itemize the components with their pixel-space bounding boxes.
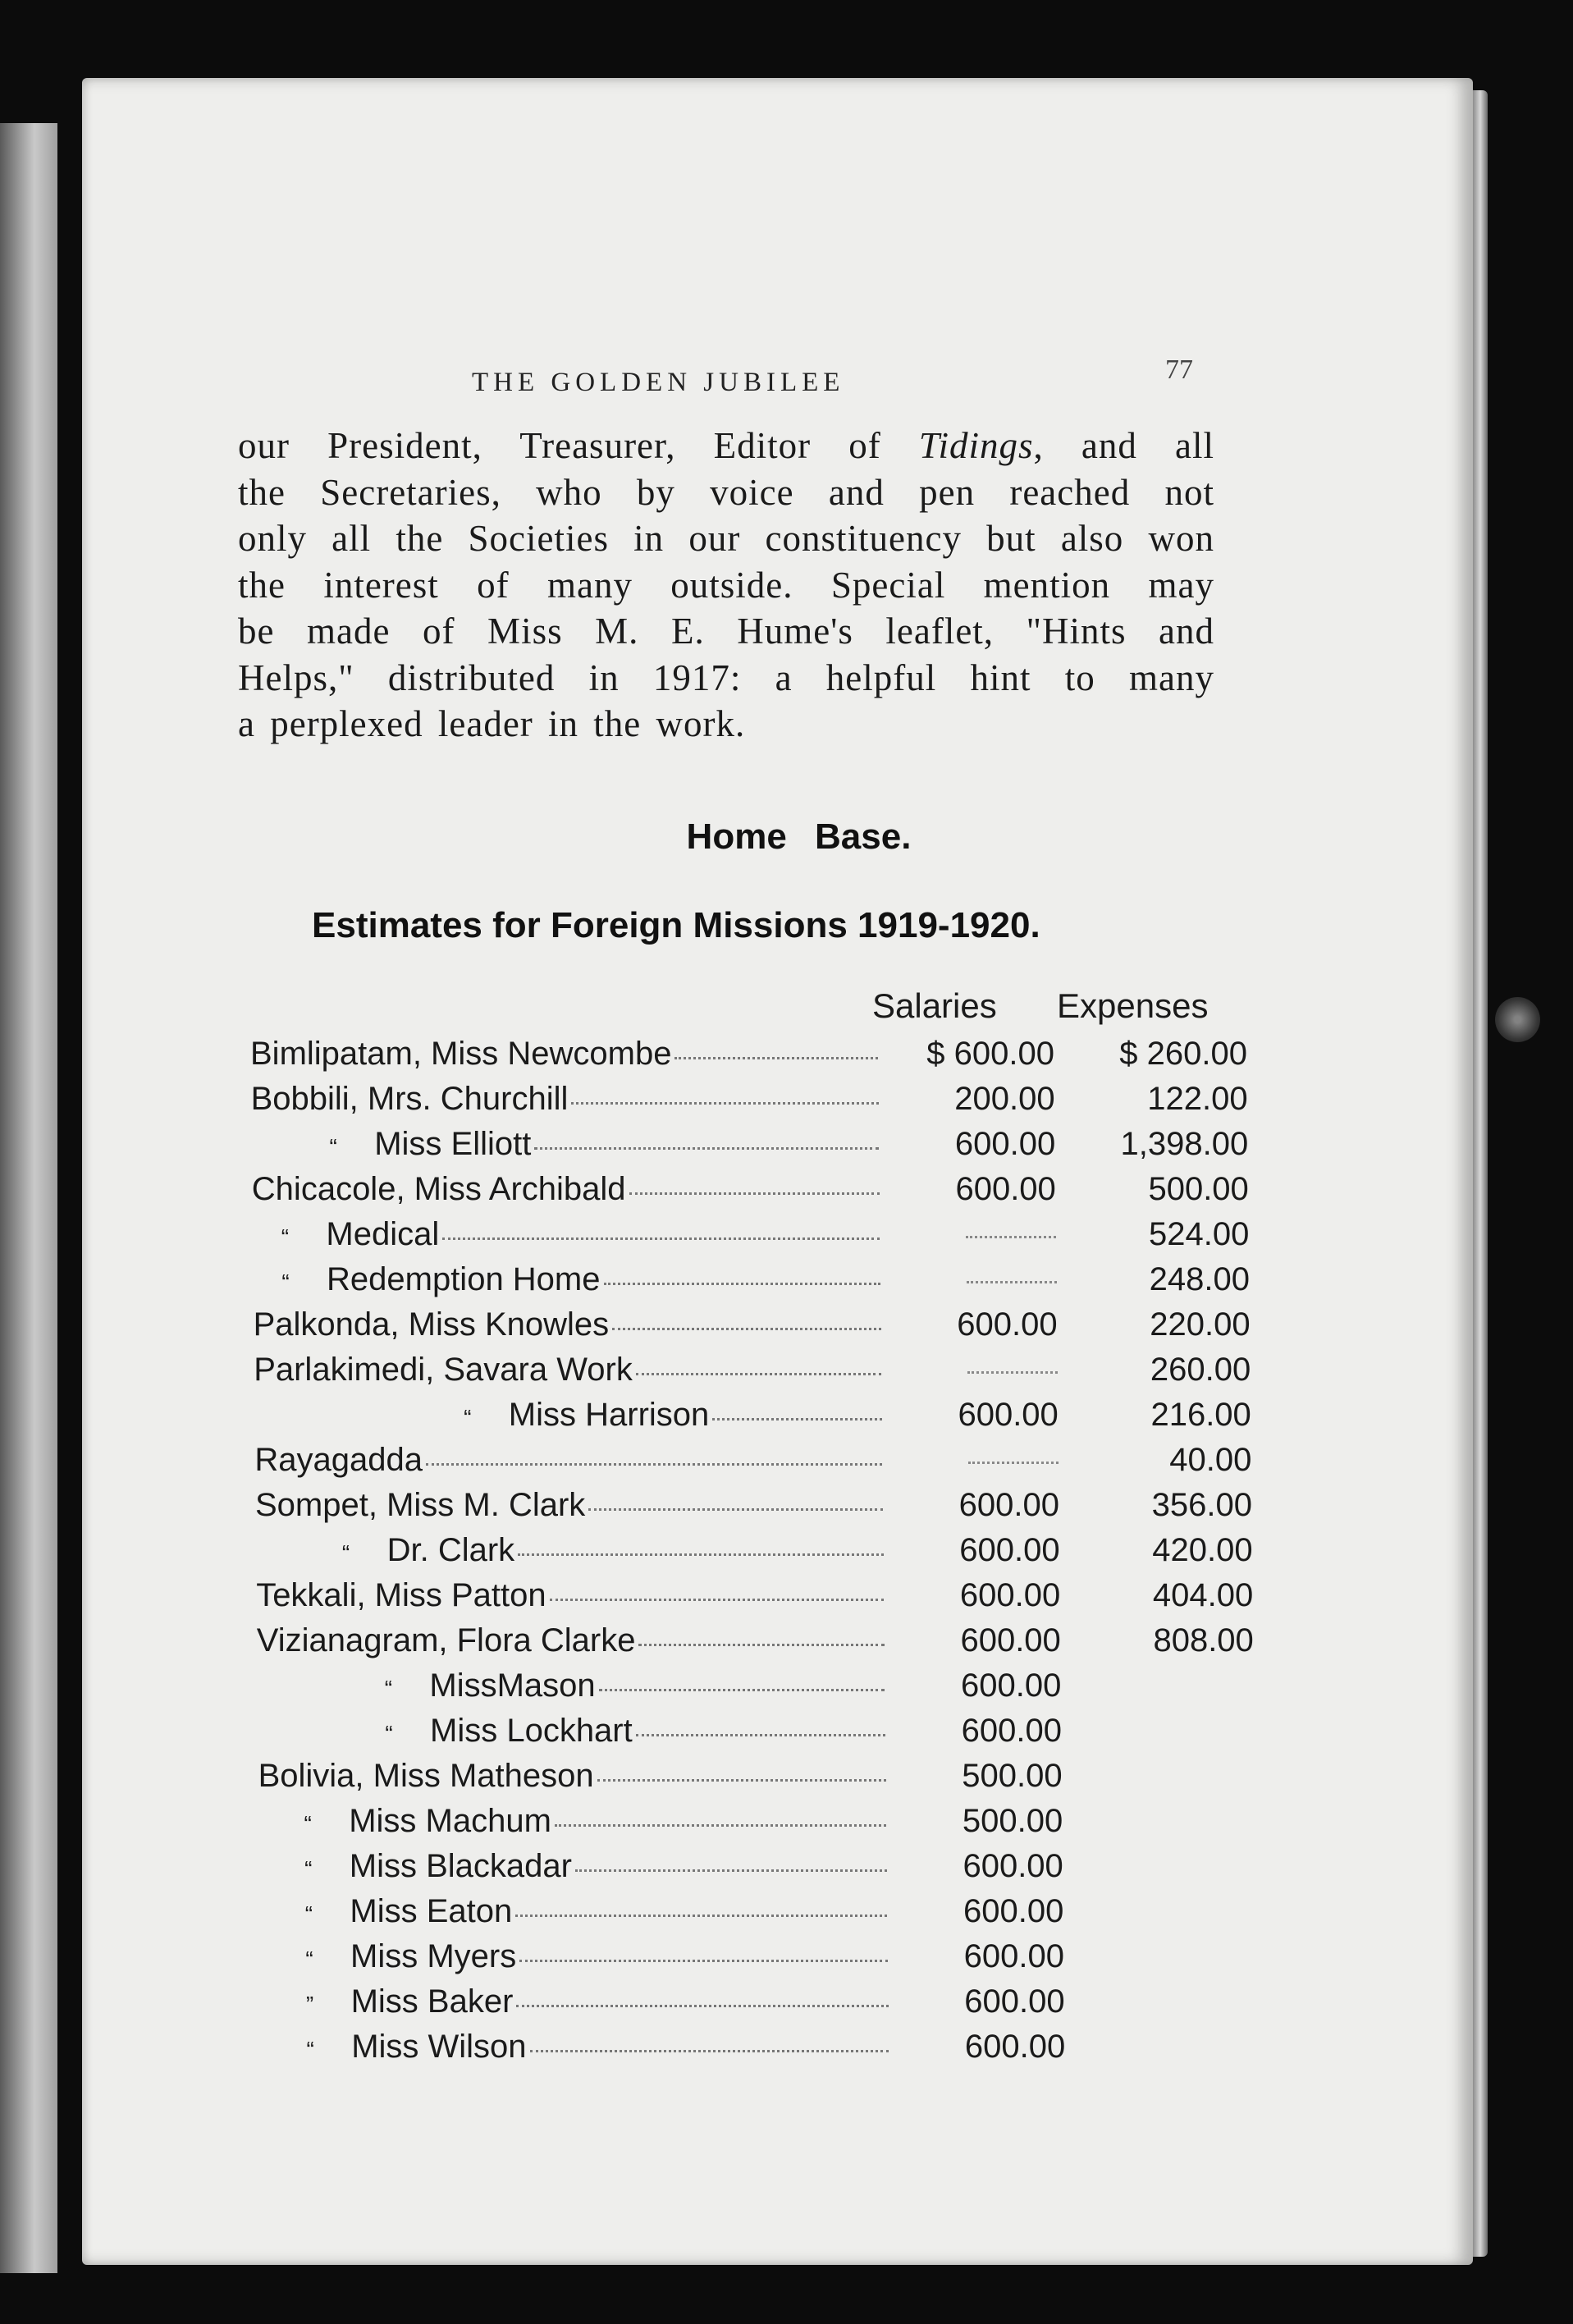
dot-leader	[636, 1734, 885, 1736]
table-row	[256, 1532, 1273, 1577]
dot-leader	[674, 1057, 878, 1059]
expense-value: 356.00	[1151, 1487, 1252, 1523]
ditto-mark: “	[304, 1811, 312, 1837]
ditto-mark: “	[281, 1224, 290, 1250]
row-label	[258, 1758, 886, 1795]
dot-leader	[638, 1644, 884, 1646]
expense-value: 220.00	[1150, 1306, 1251, 1343]
salary-value: 500.00	[962, 1803, 1063, 1839]
dot-leader	[571, 1102, 878, 1105]
expense-value: 122.00	[1147, 1081, 1248, 1117]
column-header-expenses: Expenses	[1057, 986, 1209, 1025]
salary-value: 600.00	[955, 1171, 1056, 1207]
paragraph-line: the Secretaries, who by voice and pen reached not	[238, 471, 1214, 513]
ditto-mark: ”	[305, 1992, 314, 2017]
table-row	[254, 1442, 1272, 1487]
blank-leader	[967, 1371, 1058, 1374]
row-label	[254, 1352, 881, 1388]
ditto-mark: “	[305, 1947, 313, 1972]
page-number: 77	[1165, 355, 1193, 385]
dot-leader	[555, 1824, 886, 1827]
station-name: Palkonda, Miss Knowles	[253, 1306, 610, 1343]
station-name: Bolivia, Miss Matheson	[258, 1758, 594, 1794]
dot-leader	[426, 1463, 882, 1466]
ditto-mark: “	[281, 1270, 290, 1295]
expense-value: 260.00	[1150, 1352, 1251, 1388]
table-row	[253, 1261, 1270, 1306]
station-name: Miss Blackadar	[349, 1848, 572, 1884]
row-label	[257, 1668, 885, 1704]
expense-value: 248.00	[1149, 1261, 1250, 1297]
ditto-mark: “	[385, 1721, 393, 1746]
dot-leader	[612, 1328, 880, 1330]
station-name: Chicacole, Miss Archibald	[251, 1171, 626, 1207]
italic-title: Tidings	[918, 425, 1034, 466]
station-name: Dr. Clark	[386, 1532, 515, 1568]
dot-leader	[534, 1147, 879, 1150]
row-label	[258, 1713, 885, 1750]
station-name: Miss Wilson	[351, 2029, 527, 2065]
table-title: Estimates for Foreign Missions 1919-1920.	[312, 905, 1040, 945]
table-row	[258, 1713, 1275, 1758]
ditto-mark: “	[329, 1134, 337, 1160]
salary-value: 600.00	[957, 1306, 1058, 1343]
paragraph-line: a perplexed leader in the work.	[238, 703, 746, 744]
row-label	[257, 1622, 885, 1659]
station-name: Miss Baker	[350, 1983, 514, 2020]
expense-value: 404.00	[1152, 1577, 1254, 1613]
expense-value: 1,398.00	[1120, 1126, 1249, 1162]
station-name: Bimlipatam, Miss Newcombe	[250, 1036, 672, 1072]
dot-leader	[516, 2005, 888, 2007]
station-name: Rayagadda	[254, 1442, 423, 1478]
dot-leader	[550, 1599, 885, 1601]
expense-value: $ 260.00	[1119, 1036, 1247, 1072]
row-label	[256, 1532, 884, 1569]
table-row	[260, 1938, 1278, 1983]
salary-value: 600.00	[963, 1938, 1064, 1974]
station-name: Miss Lockhart	[430, 1713, 633, 1749]
ditto-mark: “	[304, 1901, 313, 1927]
dot-leader	[597, 1779, 886, 1782]
salary-value: 600.00	[959, 1577, 1061, 1613]
table-row	[251, 1126, 1269, 1171]
section-heading: Home Base.	[686, 817, 912, 857]
station-name: Vizianagram, Flora Clarke	[256, 1622, 636, 1658]
column-header-salaries: Salaries	[872, 986, 997, 1025]
paragraph-line: be made of Miss M. E. Hume's leaflet, "Hints and	[238, 611, 1214, 652]
blank-leader	[966, 1236, 1056, 1238]
station-name: Tekkali, Miss Patton	[256, 1577, 546, 1613]
paragraph-line: the interest of many outside. Special mention may	[238, 564, 1214, 606]
row-label	[261, 2029, 889, 2066]
station-name: Miss Machum	[349, 1803, 551, 1839]
station-name: Miss Myers	[350, 1938, 517, 1974]
row-label	[254, 1306, 881, 1343]
salary-value: 600.00	[963, 1848, 1063, 1884]
table-row	[261, 2029, 1278, 2074]
dot-leader	[629, 1192, 880, 1195]
salary-value: 600.00	[959, 1532, 1060, 1568]
expense-value: 500.00	[1148, 1171, 1249, 1207]
body-paragraph	[238, 423, 1214, 748]
table-row	[251, 1081, 1269, 1126]
table-row	[259, 1893, 1277, 1938]
row-label	[253, 1261, 880, 1298]
row-label	[259, 1893, 887, 1930]
table-row	[250, 1036, 1268, 1081]
table-row	[257, 1668, 1274, 1713]
dot-leader	[588, 1508, 883, 1511]
station-name: Miss Harrison	[508, 1397, 710, 1433]
binding-mark	[1495, 997, 1540, 1042]
dot-leader	[530, 2050, 889, 2052]
expense-value: 40.00	[1169, 1442, 1252, 1478]
station-name: Medical	[326, 1216, 440, 1252]
salary-value: 600.00	[964, 2029, 1066, 2065]
dot-leader	[519, 1960, 888, 1962]
blank-leader	[967, 1281, 1057, 1283]
table-row	[258, 1803, 1276, 1848]
row-label	[258, 1803, 886, 1840]
row-label	[252, 1171, 880, 1208]
station-name: Redemption Home	[327, 1261, 601, 1297]
paragraph-line: only all the Societies in our constituency but also won	[238, 518, 1214, 559]
ditto-mark: “	[304, 1856, 313, 1882]
expense-value: 216.00	[1150, 1397, 1251, 1433]
ditto-mark: “	[464, 1405, 472, 1430]
station-name: Miss Eaton	[350, 1893, 513, 1929]
row-label	[261, 1983, 889, 2020]
dot-leader	[442, 1237, 880, 1240]
paragraph-line: our President, Treasurer, Editor of Tidings, and all	[238, 425, 1215, 466]
salary-value	[886, 1442, 1059, 1479]
salary-value: 600.00	[963, 1893, 1064, 1929]
row-label	[259, 1848, 887, 1885]
salary-value: 600.00	[954, 1126, 1056, 1162]
station-name: MissMason	[429, 1668, 596, 1704]
page-stack-edge	[1473, 90, 1488, 2257]
dot-leader	[712, 1418, 882, 1420]
salary-value: 600.00	[961, 1713, 1062, 1749]
table-row	[259, 1848, 1277, 1893]
table-row	[256, 1577, 1273, 1622]
estimates-table	[250, 1036, 1268, 2074]
expense-value: 524.00	[1149, 1216, 1250, 1252]
salary-value	[885, 1261, 1057, 1298]
table-row	[261, 1983, 1278, 2029]
table-row	[255, 1487, 1273, 1532]
dot-leader	[515, 1915, 887, 1917]
ditto-mark: “	[306, 2037, 314, 2062]
row-label	[252, 1216, 880, 1253]
paragraph-line: Helps," distributed in 1917: a helpful hint to many	[238, 656, 1214, 698]
table-row	[252, 1171, 1269, 1216]
station-name: Parlakimedi, Savara Work	[254, 1352, 633, 1388]
ditto-mark: “	[384, 1676, 393, 1701]
salary-value: 600.00	[958, 1487, 1059, 1523]
row-label	[256, 1577, 884, 1614]
salary-value: 600.00	[960, 1622, 1061, 1658]
expense-value: 420.00	[1152, 1532, 1253, 1568]
salary-value: 500.00	[962, 1758, 1063, 1794]
table-row	[254, 1397, 1272, 1442]
row-label	[254, 1397, 882, 1434]
running-title: THE GOLDEN JUBILEE	[472, 368, 845, 397]
table-row	[252, 1216, 1269, 1261]
expense-value: 808.00	[1153, 1622, 1254, 1658]
row-label	[260, 1938, 888, 1975]
row-label	[251, 1081, 879, 1118]
salary-value: 600.00	[961, 1668, 1062, 1704]
table-row	[257, 1622, 1274, 1668]
dot-leader	[575, 1869, 887, 1872]
ditto-mark: “	[341, 1540, 350, 1566]
salary-value: 200.00	[954, 1081, 1055, 1117]
salary-value	[884, 1216, 1056, 1253]
station-name: Sompet, Miss M. Clark	[255, 1487, 586, 1523]
salary-value: 600.00	[958, 1397, 1059, 1433]
table-row	[254, 1306, 1271, 1352]
row-label	[254, 1442, 882, 1479]
dot-leader	[604, 1283, 881, 1285]
row-label	[250, 1036, 878, 1073]
previous-page-edge	[0, 123, 57, 2273]
salary-value	[885, 1352, 1058, 1388]
table-row	[254, 1352, 1271, 1397]
salary-value: 600.00	[964, 1983, 1065, 2020]
table-row	[258, 1758, 1276, 1803]
dot-leader	[518, 1553, 883, 1556]
dot-leader	[636, 1373, 881, 1375]
salary-value: $ 600.00	[926, 1036, 1054, 1072]
row-label	[255, 1487, 883, 1524]
station-name: Miss Elliott	[374, 1126, 532, 1162]
station-name: Bobbili, Mrs. Churchill	[250, 1081, 569, 1117]
row-label	[251, 1126, 879, 1163]
blank-leader	[968, 1462, 1059, 1464]
dot-leader	[599, 1689, 885, 1691]
